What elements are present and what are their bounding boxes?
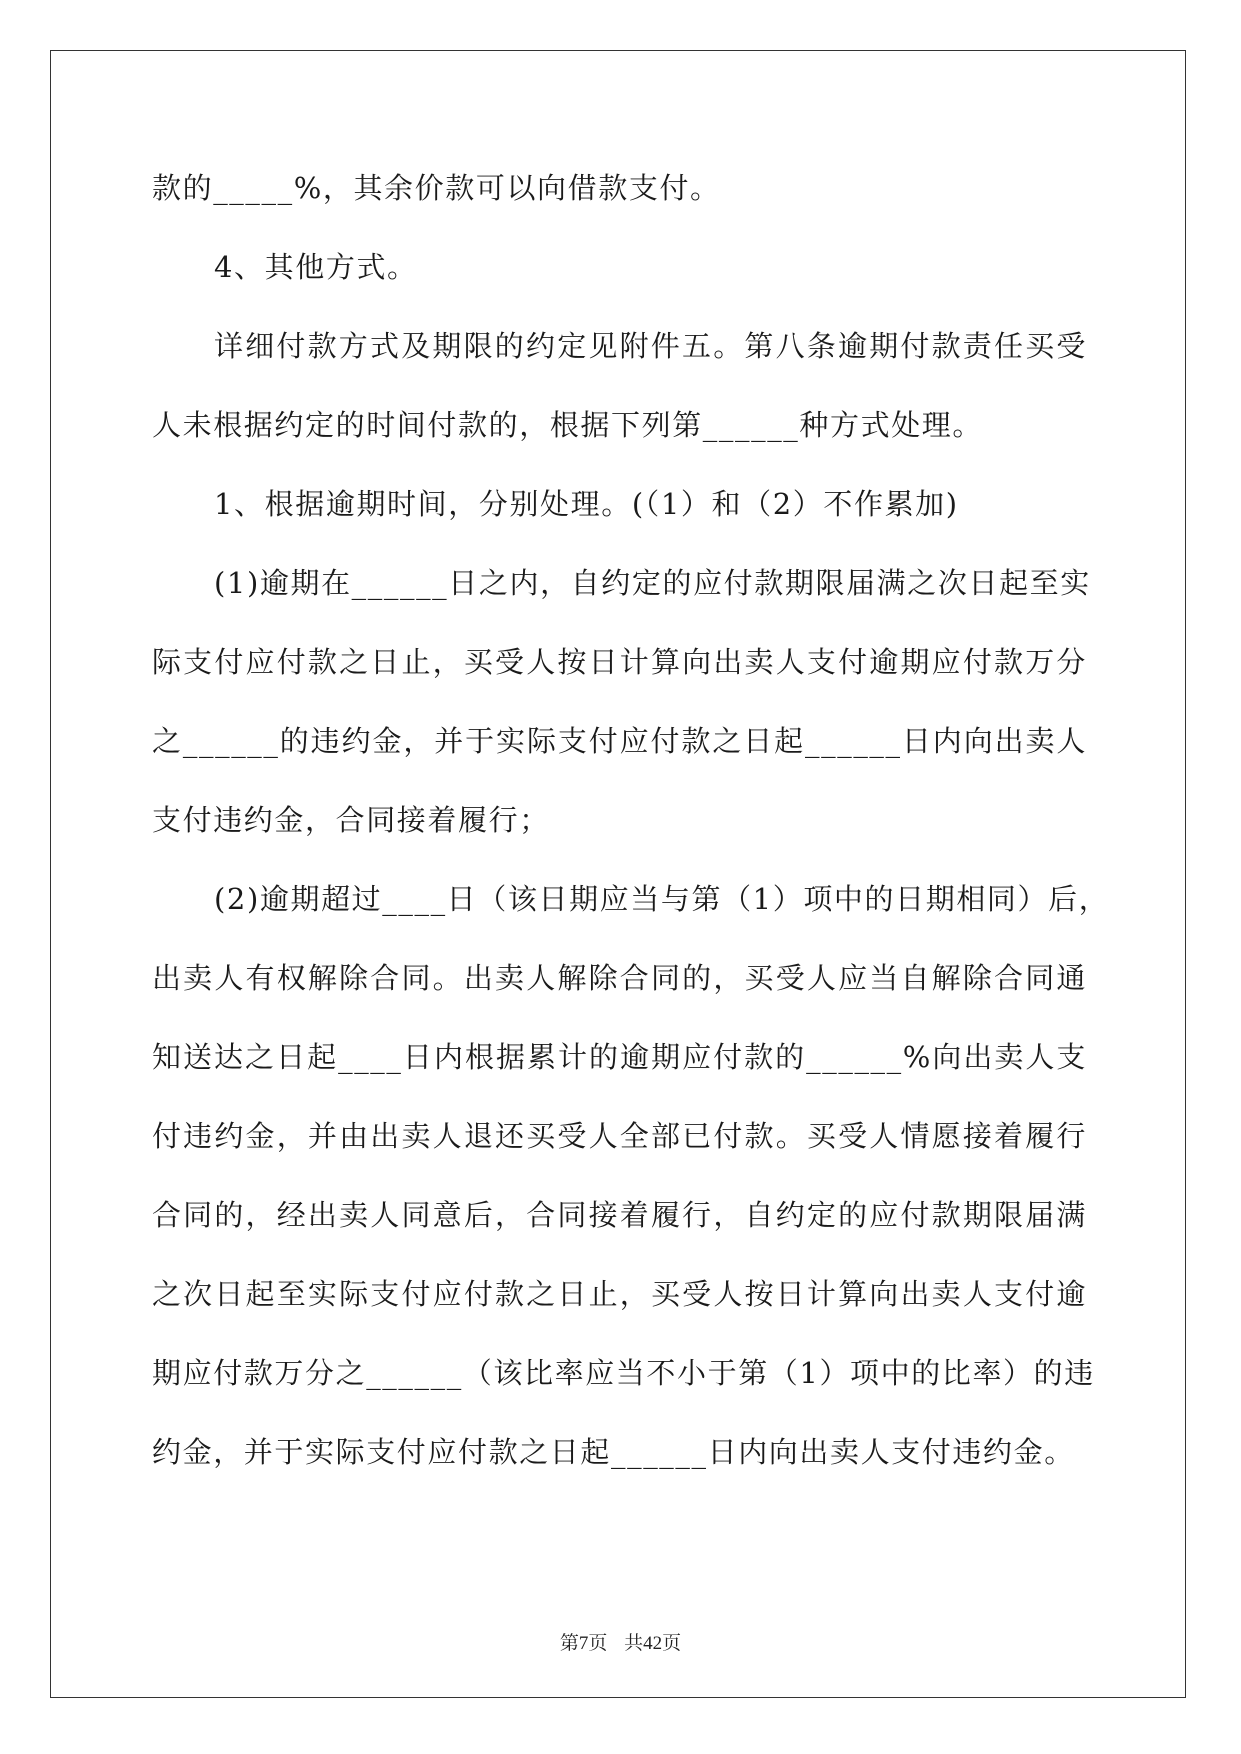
- text-line: 合同的，经出卖人同意后，合同接着履行，自约定的应付款期限届满: [152, 1198, 1087, 1232]
- text-line: 之次日起至实际支付应付款之日止，买受人按日计算向出卖人支付逾: [152, 1277, 1087, 1311]
- text-line: 出卖人有权解除合同。出卖人解除合同的，买受人应当自解除合同通: [152, 961, 1087, 995]
- text-line: 人未根据约定的时间付款的，根据下列第______种方式处理。: [152, 408, 984, 442]
- text-line: 期应付款万分之______（该比率应当不小于第（1）项中的比率）的违: [152, 1356, 1095, 1390]
- text-line: 支付违约金，合同接着履行；: [152, 803, 550, 837]
- text-line: 知送达之日起____日内根据累计的逾期应付款的______%向出卖人支: [152, 1040, 1087, 1074]
- document-body: [152, 168, 1110, 1511]
- text-line: 款的_____%，其余价款可以向借款支付。: [152, 171, 721, 205]
- text-line: 详细付款方式及期限的约定见附件五。第八条逾期付款责任买受: [214, 329, 1087, 363]
- text-line: 4、其他方式。: [214, 250, 418, 284]
- text-line: 之______的违约金，并于实际支付应付款之日起______日内向出卖人: [152, 724, 1087, 758]
- page-number: 第7页: [559, 1633, 608, 1654]
- page-footer: [0, 1628, 1241, 1655]
- page-total: 共42页: [624, 1633, 682, 1654]
- text-line: 约金，并于实际支付应付款之日起______日内向出卖人支付违约金。: [152, 1435, 1075, 1469]
- text-line: 1、根据逾期时间，分别处理。(（1）和（2）不作累加): [214, 487, 959, 521]
- text-line: (1)逾期在______日之内，自约定的应付款期限届满之次日起至实: [214, 566, 1091, 600]
- text-line: 付违约金，并由出卖人退还买受人全部已付款。买受人情愿接着履行: [152, 1119, 1087, 1153]
- text-line: (2)逾期超过____日（该日期应当与第（1）项中的日期相同）后，: [214, 882, 1110, 916]
- text-line: 际支付应付款之日止，买受人按日计算向出卖人支付逾期应付款万分: [152, 645, 1087, 679]
